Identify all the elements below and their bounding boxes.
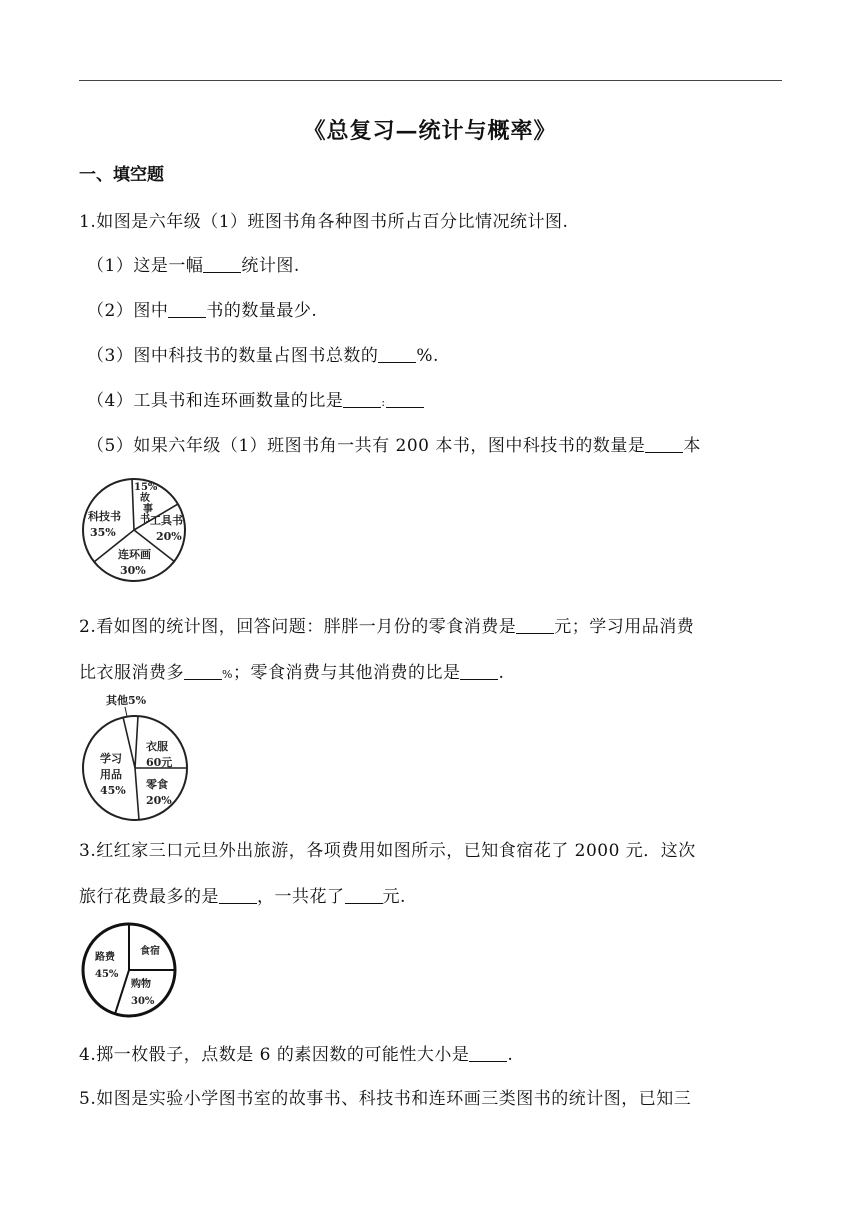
book-pie-chart <box>80 472 190 588</box>
section-heading: 一、填空题 <box>79 165 164 185</box>
road-pct-label: 45% <box>95 969 119 980</box>
snack-label: 零食 <box>146 778 168 791</box>
answer-blank[interactable] <box>460 663 498 680</box>
answer-blank[interactable] <box>168 301 206 318</box>
answer-blank[interactable] <box>343 391 381 408</box>
tool-pct-label: 20% <box>156 530 182 543</box>
story-label-1: 故 <box>140 493 150 504</box>
header-rule <box>79 80 782 81</box>
answer-blank[interactable] <box>378 346 416 363</box>
q5-line1: 5.如图是实验小学图书室的故事书、科技书和连环画三类图书的统计图，已知三 <box>79 1089 692 1109</box>
travel-pie-chart <box>79 920 179 1020</box>
study-label-1: 学习 <box>100 752 122 765</box>
answer-blank[interactable] <box>386 391 424 408</box>
study-label-2: 用品 <box>100 768 122 781</box>
q1-part2: （2）图中 书的数量最少. <box>87 301 318 321</box>
tool-label: 工具书 <box>150 514 183 527</box>
other-label: 其他5% <box>106 694 147 707</box>
comic-label: 连环画 <box>118 548 151 561</box>
answer-blank[interactable] <box>219 887 257 904</box>
answer-blank[interactable] <box>645 436 683 453</box>
answer-blank[interactable] <box>184 663 222 680</box>
spending-pie-chart <box>80 690 195 822</box>
q2-line2: 比衣服消费多 %；零食消费与其他消费的比是 . <box>79 663 505 683</box>
snack-pct-label: 20% <box>146 794 172 807</box>
q2-line1: 2.看如图的统计图，回答问题：胖胖一月份的零食消费是 元；学习用品消费 <box>79 617 695 637</box>
answer-blank[interactable] <box>203 256 241 273</box>
q1-part3: （3）图中科技书的数量占图书总数的 %. <box>87 346 439 366</box>
study-pct-label: 45% <box>100 784 126 797</box>
clothes-value-label: 60元 <box>146 756 173 769</box>
answer-blank[interactable] <box>516 617 554 634</box>
sci-label: 科技书 <box>88 510 121 523</box>
q3-line1: 3.红红家三口元旦外出旅游，各项费用如图所示，已知食宿花了 2000 元．这次 <box>79 841 696 861</box>
clothes-label: 衣服 <box>146 740 168 753</box>
story-label-3: 书 <box>140 514 150 525</box>
q1-stem: 1.如图是六年级（1）班图书角各种图书所占百分比情况统计图. <box>79 212 569 232</box>
sci-pct-label: 35% <box>90 526 116 539</box>
q4-line: 4.掷一枚骰子，点数是 6 的素因数的可能性大小是 . <box>79 1045 514 1065</box>
q1-part5: （5）如果六年级（1）班图书角一共有 200 本书，图中科技书的数量是 本 <box>87 436 701 456</box>
food-label: 食宿 <box>140 946 160 957</box>
q3-line2: 旅行花费最多的是 ，一共花了 元. <box>79 887 406 907</box>
q1-part4: （4）工具书和连环画数量的比是 : <box>87 386 424 411</box>
story-pct-label: 15% <box>134 482 158 493</box>
shop-pct-label: 30% <box>131 996 155 1007</box>
road-label: 路费 <box>95 952 115 963</box>
story-label-2: 事 <box>143 504 153 515</box>
shop-label: 购物 <box>131 979 151 990</box>
answer-blank[interactable] <box>345 887 383 904</box>
answer-blank[interactable] <box>469 1045 507 1062</box>
q1-part1: （1）这是一幅 统计图. <box>87 256 300 276</box>
page-title: 《总复习—统计与概率》 <box>303 118 557 144</box>
comic-pct-label: 30% <box>120 564 146 577</box>
